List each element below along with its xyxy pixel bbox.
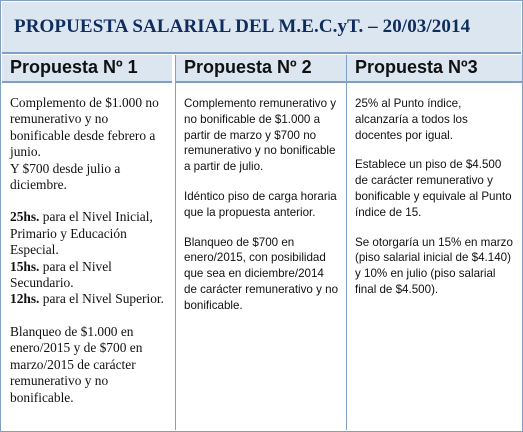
document-title: PROPUESTA SALARIAL DEL M.E.C.yT. – 20/03/2014 (14, 16, 471, 37)
hours-12-text: para el Nivel Superior. (39, 291, 164, 307)
column-heading-1: Propuesta Nº 1 (10, 57, 138, 77)
proposal1-hours-secundario (2, 259, 172, 292)
column-heading-2: Propuesta Nº 2 (184, 57, 312, 77)
hours-25-text: para el Nivel Inicial, Primario y Educación Especial. (10, 209, 153, 258)
hours-15-label: 15hs. (10, 258, 40, 274)
column-body-3 (346, 83, 522, 430)
proposal3-floor: Establece un piso de $4.500 de carácter remunerativo y bonificable y equivale al Punto índice de 15. (355, 158, 512, 219)
hours-25-label: 25hs. (10, 209, 40, 225)
column-header-1 (2, 55, 172, 83)
hours-12-label: 12hs. (10, 291, 40, 307)
proposal2-complement: Complemento remunerativo y no bonificable de $1.000 a partir de marzo y $700 no remunerativo y no bonificable a partir de julio. (184, 97, 337, 174)
title-divider (2, 53, 521, 54)
column-header-3 (346, 55, 522, 83)
proposal2-blanqueo: Blanqueo de $700 en enero/2015, con posibilidad que sea en diciembre/2014 de carácter remunerativo y no bonificable. (184, 235, 339, 312)
title-bar (2, 2, 521, 53)
column-body-1 (2, 83, 172, 430)
proposal3-increase: Se otorgaría un 15% en marzo (piso salarial inicial de $4.140) y 10% en julio (piso salarial final de $4.500). (355, 235, 513, 296)
proposal1-blanqueo: Blanqueo de $1.000 en enero/2015 y de $700 en marzo/2015 de carácter remunerativo y no bonificable. (10, 323, 143, 405)
proposal2-workload: Idéntico piso de carga horaria que la propuesta anterior. (184, 189, 337, 219)
column-header-2 (175, 55, 346, 83)
column-body-2 (175, 83, 346, 430)
proposal1-hours-superior (2, 291, 172, 307)
proposal1-july: Y $700 desde julio a diciembre. (10, 160, 121, 193)
proposal1-complement: Complemento de $1.000 no remunerativo y no bonificable desde febrero a junio. (10, 95, 159, 160)
proposal1-hours-inicial (2, 209, 172, 258)
proposal3-index: 25% al Punto índice, alcanzaría a todos los docentes por igual. (355, 97, 468, 142)
column-heading-3: Propuesta Nº3 (355, 57, 478, 77)
hours-15-text: para el Nivel Secundario. (10, 258, 112, 291)
